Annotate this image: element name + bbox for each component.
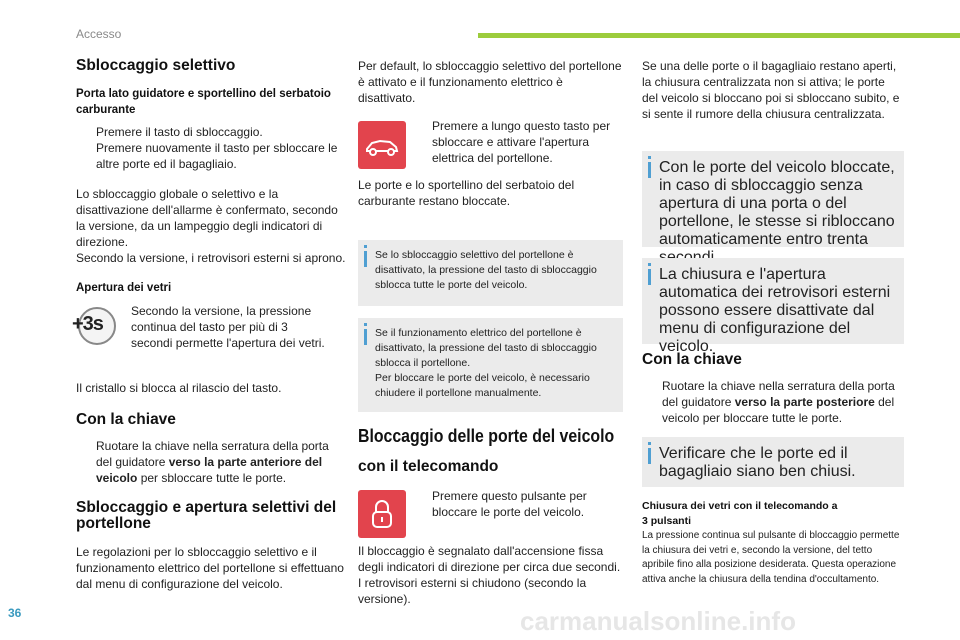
heading-selective-unlock: Sbloccaggio selettivo: [76, 57, 236, 74]
bullet-text: Premere nuovamente il tasto per sbloccare le altre porte ed il bagagliaio.: [96, 141, 338, 171]
paragraph-tailgate: Le regolazioni per lo sbloccaggio selettivo e il funzionamento elettrico del portellone si effettuano dal menu di configurazione del veicolo.: [76, 545, 344, 591]
list-item: [642, 378, 904, 426]
signal-text: [358, 543, 623, 607]
info-icon: [648, 269, 651, 285]
info-note-selective: [358, 240, 623, 306]
bullet-bold-text: verso la parte posteriore: [734, 395, 875, 409]
paragraph-alarm: Lo sbloccaggio globale o selettivo e la disattivazione dell'allarme è confermato, secondo la versione, da un lampeggio degli indicatori di direzione.: [76, 187, 338, 249]
remote-windows-section: [642, 499, 907, 587]
note-text: [375, 326, 617, 401]
bullet-text: Premere il tasto di sbloccaggio.: [96, 125, 263, 139]
header-accent-bar: [478, 33, 960, 38]
note-text-line: Se il funzionamento elettrico del portellone è disattivato, la pressione del tasto di sbloccaggio sblocca il portellone.: [375, 327, 597, 369]
heading-with-key: Con la chiave: [76, 411, 176, 428]
list-item: [76, 438, 346, 486]
column-right: [642, 58, 904, 122]
info-note-check-doors: [642, 437, 904, 487]
lock-press-text: [412, 488, 622, 520]
list-item: [412, 118, 622, 166]
info-note-relock: [642, 151, 904, 247]
note-text: Verificare che le porte ed il bagagliaio siano ben chiusi.: [659, 445, 856, 480]
car-tailgate-icon: [358, 121, 406, 169]
tailgate-button-icon: [358, 121, 406, 169]
bullet-text: Premere a lungo questo tasto per sbloccare e attivare l'apertura elettrica del portellone.: [432, 119, 611, 165]
remote-heading-wrap: [358, 459, 623, 475]
note-text: Con le porte del veicolo bloccate, in caso di sbloccaggio senza apertura di una porta o del portellone, le stesse si ribloccano automaticamente entro trenta: [659, 159, 895, 248]
heading-tailgate: Sbloccaggio e apertura selettivi del portellone: [76, 499, 337, 532]
section-title: Accesso: [76, 27, 122, 41]
three-seconds-icon: [72, 307, 116, 345]
subheading-remote-windows: Chiusura dei vetri con il telecomando a 3 pulsanti: [642, 500, 838, 527]
bullet-text: Ruotare la chiave nella serratura della porta del guidatore: [662, 379, 895, 409]
paragraph-windows: Secondo la versione, la pressione continua del tasto per più di 3 secondi permette l'apertura dei vetri.: [131, 304, 325, 350]
info-icon: [648, 448, 651, 464]
paragraph-open-door: Se una delle porte o il bagagliaio restano aperti, la chiusura centralizzata non si attiva; le porte del veicolo si bloccano poi si sbloccano subito, e si sente il rumore della chiusura centralizzata.: [642, 59, 900, 121]
padlock-icon: [358, 490, 406, 538]
paragraph-remote-windows: La pressione continua sul pulsante di bloccaggio permette la chiusura dei vetri e, secondo la versione, del tetto apribile fino alla posizione desiderata. Questa operazione attiva anche la chiusura della tendina d'occultamento.: [642, 530, 900, 585]
subheading-driver-door: Porta lato guidatore e sportellino del serbatoio carburante: [76, 88, 331, 116]
info-icon: [364, 329, 367, 345]
bullet-text: per sbloccare tutte le porte.: [137, 471, 287, 485]
column-left: [76, 58, 346, 296]
long-press-text: [412, 118, 622, 166]
note-text: La chiusura e l'apertura automatica dei retrovisori esterni possono essere disattivate dal menu di configurazione del veicolo.: [659, 266, 891, 355]
list-item: [76, 124, 346, 140]
locked-text: [358, 177, 623, 209]
info-note-electric: [358, 318, 623, 412]
lock-button-icon: [358, 490, 406, 538]
info-icon: [364, 251, 367, 267]
paragraph-release: Il cristallo si blocca al rilascio del tasto.: [76, 381, 282, 395]
paragraph-signal: Il bloccaggio è segnalato dall'accensione fissa degli indicatori di direzione per circa due secondi. I retrovisori esterni si chiudono (secondo la versione).: [358, 544, 621, 606]
three-seconds-label: +3s: [72, 313, 103, 335]
bullet-text: del veicolo per bloccare tutte le porte.: [662, 395, 895, 425]
info-icon: [648, 162, 651, 178]
note-text: Se lo sbloccaggio selettivo del portellone è disattivato, la pressione del tasto di sbloccaggio sblocca tutte le porte del veicolo.: [375, 249, 597, 291]
list-item: [76, 140, 346, 172]
list-item: [412, 488, 622, 520]
note-text-line: Per bloccare le porte del veicolo, è necessario chiudere il portellone manualmente.: [375, 372, 590, 399]
heading-locking: Bloccaggio delle porte del veicolo: [358, 426, 615, 446]
column-left-lower: [76, 380, 346, 592]
bullet-bold-text: verso la parte anteriore del veicolo: [96, 455, 323, 485]
info-note-mirrors: [642, 258, 904, 355]
bullet-text: Premere questo pulsante per bloccare le porte del veicolo.: [432, 489, 587, 519]
column-right-key: [642, 352, 904, 426]
heading-remote: con il telecomando: [358, 458, 499, 475]
column-middle: [358, 58, 623, 106]
watermark: carmanualsonline.info: [520, 606, 796, 636]
bullet-text: Ruotare la chiave nella serratura della porta del guidatore: [96, 439, 329, 469]
subheading-windows: Apertura dei vetri: [76, 282, 172, 294]
page-number: 36: [8, 606, 22, 620]
windows-text: [131, 303, 326, 351]
paragraph-default: Per default, lo sbloccaggio selettivo del portellone è attivato e il funzionamento elettrico è disattivato.: [358, 59, 622, 105]
paragraph-mirrors: Secondo la versione, i retrovisori esterni si aprono.: [76, 251, 346, 265]
paragraph-locked: Le porte e lo sportellino del serbatoio del carburante restano bloccate.: [358, 178, 575, 208]
heading-with-key-lock: Con la chiave: [642, 351, 742, 368]
